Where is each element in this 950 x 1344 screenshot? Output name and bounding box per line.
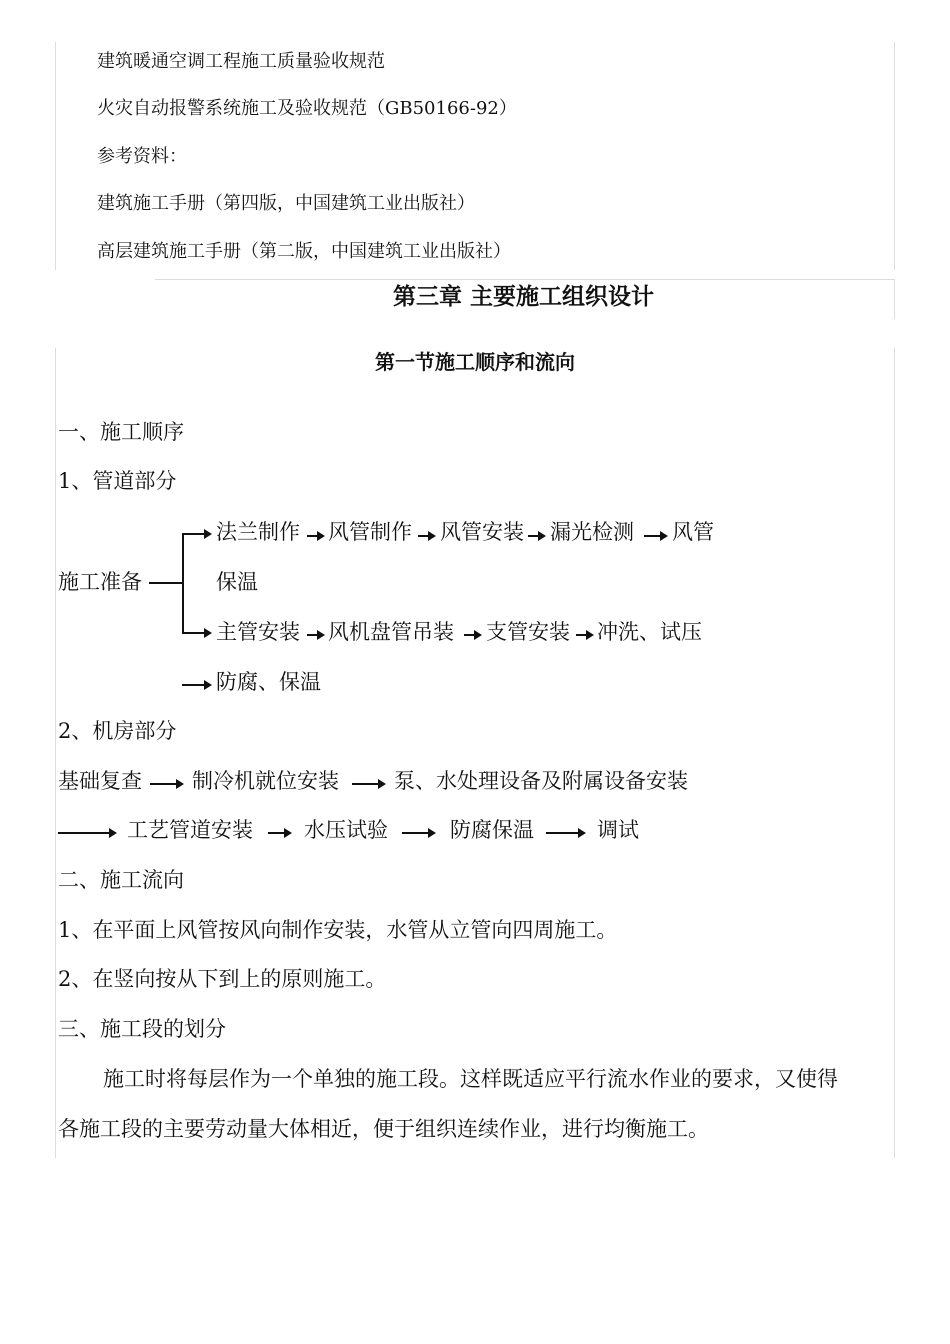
flow-step: 防腐、保温 [216,670,321,694]
flow-step: 调试 [597,818,639,842]
reference-line: 高层建筑施工手册（第二版，中国建筑工业出版社） [97,241,511,262]
right-border-main [894,348,895,1158]
list-item: 2、在竖向按从下到上的原则施工。 [58,967,387,991]
flow-step: 法兰制作 [216,520,300,544]
arrow-icon [644,535,666,537]
arrow-icon [307,535,323,537]
reference-line: 建筑施工手册（第四版，中国建筑工业出版社） [97,193,475,214]
branch-connector-horizontal [149,582,183,584]
chapter-title: 第三章 主要施工组织设计 [392,284,654,310]
reference-line: 建筑暖通空调工程施工质量验收规范 [97,51,385,72]
divider-upper [155,279,895,280]
arrow-icon [307,634,323,636]
arrow-icon [418,535,434,537]
list-item: 1、在平面上风管按风向制作安装，水管从立管向四周施工。 [58,918,618,942]
subheading-pipe-section: 1、管道部分 [58,469,177,493]
section-title: 第一节施工顺序和流向 [375,350,575,374]
arrow-icon [182,632,210,634]
flow-start-label: 施工准备 [58,570,142,594]
flow-step: 风管 [672,520,714,544]
flow-step: 风管安装 [440,520,524,544]
flow-step: 支管安装 [486,620,570,644]
subheading-machine-room: 2、机房部分 [58,719,177,743]
arrow-icon [464,634,480,636]
arrow-icon [182,684,210,686]
flow-step: 防腐保温 [450,818,534,842]
arrow-icon [546,832,584,834]
heading-section-division: 三、施工段的划分 [58,1017,226,1041]
arrow-icon [268,832,290,834]
branch-connector-vertical [182,533,184,634]
flow-step: 冲洗、试压 [597,620,702,644]
flow-step: 风管制作 [328,520,412,544]
left-border-main [55,348,56,1158]
arrow-icon [352,783,384,785]
flow-step: 水压试验 [304,818,388,842]
paragraph-line: 各施工段的主要劳动量大体相近，便于组织连续作业，进行均衡施工。 [58,1117,709,1141]
arrow-icon [402,832,434,834]
reference-line: 参考资料： [97,146,187,167]
arrow-icon [150,783,182,785]
flow-step: 泵、水处理设备及附属设备安装 [394,769,688,793]
arrow-icon [58,832,115,834]
heading-construction-sequence: 一、施工顺序 [58,420,184,444]
flow-step: 漏光检测 [550,520,634,544]
arrow-icon [528,535,544,537]
flow-step: 主管安装 [216,620,300,644]
flow-step-continued: 保温 [216,570,258,594]
flow-step: 制冷机就位安装 [192,769,339,793]
paragraph-line: 施工时将每层作为一个单独的施工段。这样既适应平行流水作业的要求，又使得 [103,1067,838,1091]
reference-line: 火灾自动报警系统施工及验收规范（GB50166-92） [97,98,517,119]
flow-step: 工艺管道安装 [127,818,253,842]
flow-step: 风机盘管吊装 [328,620,454,644]
right-border-top [894,42,895,270]
left-border-top [55,42,56,270]
arrow-icon [576,634,592,636]
arrow-icon [182,533,210,535]
flow-step: 基础复查 [58,769,142,793]
heading-construction-direction: 二、施工流向 [58,868,184,892]
